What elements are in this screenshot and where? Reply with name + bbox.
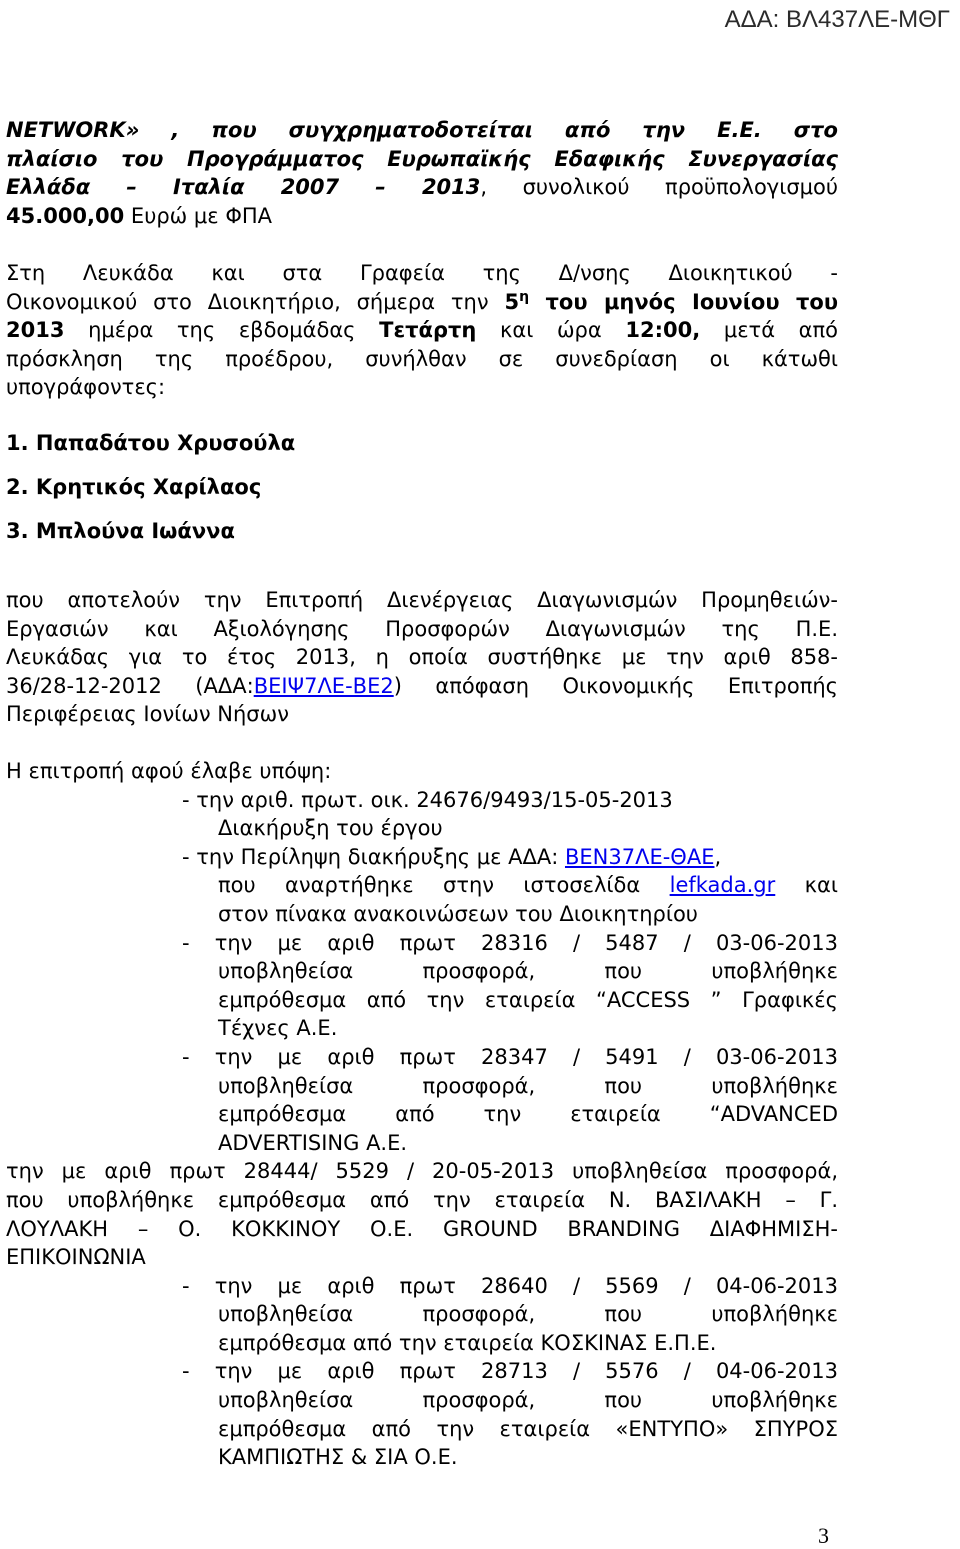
meeting-day: 5 (504, 289, 520, 314)
meeting-line: Στη Λευκάδα και στα Γραφεία της Δ/νσης Διοικητικού - (6, 261, 838, 285)
meeting-time: 12:00, (625, 318, 701, 343)
considered-item-line: Τέχνες Α.Ε. (218, 1016, 338, 1041)
considered-item-line: ΕΠΙΚΟΙΝΩΝΙΑ (6, 1245, 146, 1270)
member-item: 3. Μπλούνα Ιωάννα (6, 519, 235, 543)
considered-text: , (714, 844, 722, 869)
considered-item-line: εμπρόθεσμα από την εταιρεία “ADVANCED (218, 1102, 838, 1127)
meeting-line (6, 316, 838, 345)
considered-item-line: - την αριθ. πρωτ. οικ. 24676/9493/15-05-2013 (182, 787, 673, 812)
committee-text: 36/28-12-2012 (ΑΔΑ: (6, 673, 254, 698)
ada-header: ΑΔΑ: ΒΛ437ΛΕ-ΜΘΓ (724, 6, 950, 33)
meeting-text: μετά από (700, 318, 839, 343)
meeting-weekday: Τετάρτη (379, 318, 477, 343)
intro-line: NETWORK» , που συγχρηματοδοτείται από την Ε.Ε. στο (6, 118, 838, 142)
budget-amount: 45.000,00 (6, 203, 125, 228)
considered-item-line: ΛΟΥΛΑΚΗ – Ο. ΚΟΚΚΙΝΟΥ Ο.Ε. GROUND BRANDING ΔΙΑΦΗΜΙΣΗ- (6, 1216, 838, 1241)
meeting-year: 2013 (6, 318, 65, 343)
considered-item-line (182, 843, 838, 872)
meeting-line: πρόσκληση της προέδρου, συνήλθαν σε συνεδρίαση οι κάτωθι (6, 346, 838, 371)
considered-text: - την Περίληψη διακήρυξης με ΑΔΑ: (182, 844, 565, 869)
intro-text: , συνολικού προϋπολογισμού (480, 175, 839, 200)
considered-item-line: - την με αριθ πρωτ 28316 / 5487 / 03-06-2013 (182, 930, 838, 955)
considered-item-line: εμπρόθεσμα από την εταιρεία ΚΟΣΚΙΝΑΣ Ε.Π.Ε. (218, 1330, 717, 1355)
considered-item-line: - την με αριθ πρωτ 28640 / 5569 / 04-06-2013 (182, 1273, 838, 1298)
committee-line: Λευκάδας για το έτος 2013, η οποία συστήθηκε με την αριθ 858- (6, 645, 838, 670)
committee-line: Εργασιών και Αξιολόγησης Προσφορών Διαγωνισμών της Π.Ε. (6, 616, 838, 641)
considered-text: και (775, 873, 838, 898)
considered-item-line: υποβληθείσα προσφορά, που υποβλήθηκε (218, 1073, 838, 1098)
committee-text: ) απόφαση Οικονομικής Επιτροπής (393, 673, 838, 698)
member-item: 1. Παπαδάτου Χρυσούλα (6, 431, 296, 455)
committee-line (6, 672, 838, 701)
intro-text: Ευρώ με ΦΠΑ (124, 203, 273, 228)
considered-item-line (218, 871, 838, 900)
intro-line: πλαίσιο του Προγράμματος Ευρωπαϊκής Εδαφικής Συνεργασίας (6, 146, 838, 171)
considered-item-line: που υποβλήθηκε εμπρόθεσμα από την εταιρεία Ν. ΒΑΣΙΛΑΚΗ – Γ. (6, 1187, 838, 1212)
considered-item-line: στον πίνακα ανακοινώσεων του Διοικητηρίου (218, 901, 698, 926)
committee-line: που αποτελούν την Επιτροπή Διενέργειας Διαγωνισμών Προμηθειών- (6, 588, 838, 612)
meeting-paragraph (6, 259, 838, 402)
intro-line (6, 202, 838, 231)
considered-item-line: υποβληθείσα προσφορά, που υποβλήθηκε (218, 1388, 838, 1413)
considered-section (6, 757, 838, 1472)
meeting-text: Οικονομικού στο Διοικητήριο, σήμερα την (6, 289, 505, 314)
meeting-line: υπογράφοντες: (6, 375, 166, 400)
considered-text: που αναρτήθηκε στην ιστοσελίδα (218, 873, 670, 898)
considered-item-line: υποβληθείσα προσφορά, που υποβλήθηκε (218, 1302, 838, 1327)
considered-heading: Η επιτροπή αφού έλαβε υπόψη: (6, 759, 332, 783)
meeting-text: ημέρα της εβδομάδας (64, 318, 380, 343)
meeting-line (6, 288, 838, 317)
member-item: 2. Κρητικός Χαρίλαος (6, 475, 262, 499)
considered-item-line: εμπρόθεσμα από την εταιρεία “ACCESS ” Γραφικές (218, 987, 838, 1012)
website-link[interactable]: lefkada.gr (669, 873, 776, 898)
ada-announcement-link[interactable]: ΒΕΝ37ΛΕ-ΘΑΕ (564, 844, 715, 869)
committee-paragraph (6, 586, 838, 729)
intro-paragraph (6, 116, 838, 230)
considered-item-line: ΚΑΜΠΙΩΤΗΣ & ΣΙΑ Ο.Ε. (218, 1445, 458, 1470)
considered-item-line: - την με αριθ πρωτ 28713 / 5576 / 04-06-2013 (182, 1359, 838, 1384)
considered-item-line: εμπρόθεσμα από την εταιρεία «ΕΝΤΥΠΟ» ΣΠΥΡΟΣ (218, 1416, 838, 1441)
program-period: Ελλάδα – Ιταλία 2007 – 2013 (6, 175, 481, 200)
ordinal-suffix: η (519, 288, 530, 305)
considered-item-line: Διακήρυξη του έργου (218, 816, 443, 841)
considered-item-line: την με αριθ πρωτ 28444/ 5529 / 20-05-2013 υποβληθείσα προσφορά, (6, 1159, 838, 1184)
ada-decision-link[interactable]: ΒΕΙΨ7ΛΕ-ΒΕ2 (253, 673, 394, 698)
considered-item-line: υποβληθείσα προσφορά, που υποβλήθηκε (218, 959, 838, 984)
considered-item-line: - την με αριθ πρωτ 28347 / 5491 / 03-06-2013 (182, 1044, 838, 1069)
meeting-month: του μηνός Ιουνίου του (529, 289, 838, 314)
meeting-text: και ώρα (476, 318, 626, 343)
considered-item-line: ADVERTISING Α.Ε. (218, 1130, 408, 1155)
page-number: 3 (818, 1523, 829, 1548)
committee-line: Περιφέρειας Ιονίων Νήσων (6, 702, 289, 727)
intro-line (6, 173, 838, 202)
